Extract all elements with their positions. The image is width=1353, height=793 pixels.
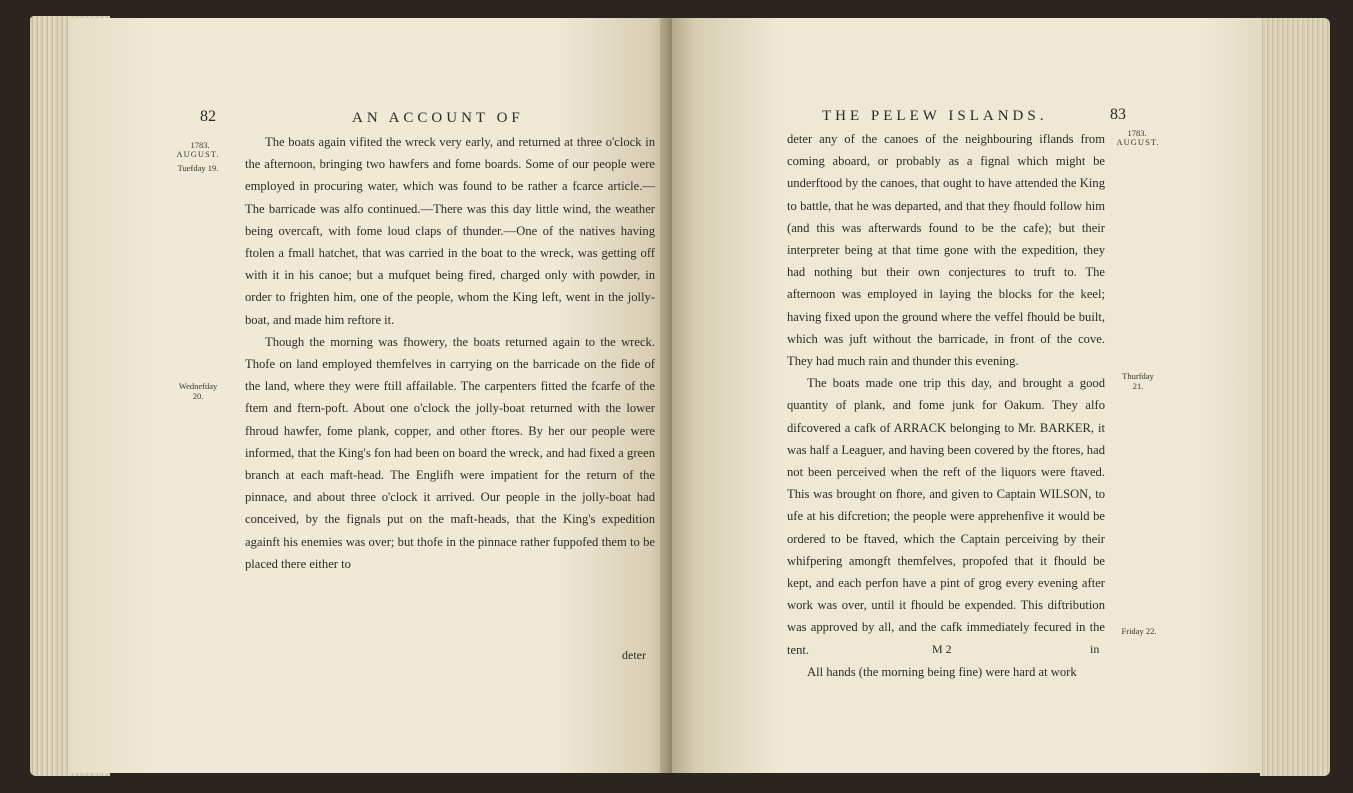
right-margin-month: AUGUST. bbox=[1116, 137, 1160, 147]
left-catchword: deter bbox=[622, 648, 646, 662]
left-margin-day-tuesday: Tuefday 19. bbox=[177, 163, 219, 173]
left-margin-day-wednesday: Wednefday bbox=[178, 381, 218, 391]
right-running-head: THE PELEW ISLANDS. bbox=[822, 108, 1048, 124]
left-margin-year: 1783. bbox=[190, 140, 210, 150]
left-paragraph-2: Though the morning was fhowery, the boats returned again to the wreck. Thofe on land employed themfelves in carrying on the barricade on the fide of the land, where they were ftill affailable. The carpenters fitted the fcarfe of the ftem and ftern-poft. About one o'clock the jolly-boat returned with the lower fhroud hawfer, fome plank, copper, and other ftores. By her our people were informed, that the King's fon had been on board the wreck, and had fixed a green branch at each maft-head. The Englifh were impatient for the return of the pinnace, and about three o'clock it arrived. Our people in the jolly-boat had conceived, by the fignals put on the maft-heads, that the King's expedition againft his enemies was over; but thofe in the pinnace rather fuppofed them to be placed there either to bbox=[245, 334, 655, 571]
left-body-text bbox=[245, 131, 655, 575]
right-paragraph-2: The boats made one trip this day, and brought a good quantity of plank, and fome junk for Oakum. They alfo difcovered a cafk of ARRACK belonging to Mr. BARKER, it was half a Leaguer, and having been covered by the ftores, had not been perceived when the reft of the liquors were ftaved. This was brought on fhore, and given to Captain WILSON, to ufe at his difcretion; the people were apprehenfive it would be ordered to be ftaved, which the Captain perceiving by their whifpering amongft themfelves, propofed that it fhould be kept, and each perfon have a pint of grog every evening after work was over, until it fhould be expended. This diftribution was approved by all, and the cafk immediately fecured in the tent. bbox=[787, 376, 1105, 657]
left-paragraph-1: The boats again vifited the wreck very early, and returned at three o'clock in the afternoon, bringing two hawfers and fome boards. Some of our people were employed in procuring water, which was found to be rather a fcarce article.—The barricade was alfo continued.—There was this day little wind, the weather being overcaft, with fome loud claps of thunder.—One of the natives having ftolen a fmall hatchet, that was carried in the boat to the wreck, was getting off with it in his canoe; but a mufquet being fired, charged only with powder, in order to frighten him, one of the people, whom the King left, went in the jolly-boat, and made him reftore it. bbox=[245, 135, 655, 327]
right-body-text bbox=[787, 128, 1105, 683]
right-paragraph-3: All hands (the morning being fine) were hard at work bbox=[807, 664, 1077, 679]
left-margin-day-wednesday-num: 20. bbox=[192, 391, 204, 401]
right-page bbox=[672, 18, 1262, 773]
right-page-number: 83 bbox=[1110, 106, 1126, 123]
right-margin-day-thursday-num: 21. bbox=[1132, 381, 1144, 391]
right-margin-day-thursday: Thurfday bbox=[1122, 371, 1154, 381]
right-paragraph-1: deter any of the canoes of the neighbouring iflands from coming aboard, or probably as a fignal which might be underftood by the canoes, that ought to have attended the King to battle, that he was departed, and that they fhould follow him (and this was afterwards found to be the cafe); but their interpreter being at that time gone with the expedition, they had nothing but their own conjectures to truft to. The afternoon was employed in laying the blocks for the keel; having fixed upon the ground where the veffel fhould be built, which was juft without the barricade, in front of the cove. They had much rain and thunder this evening. bbox=[787, 132, 1105, 369]
left-page-number: 82 bbox=[200, 108, 216, 125]
right-margin-day-friday: Friday 22. bbox=[1121, 626, 1157, 636]
left-margin-month: AUGUST. bbox=[176, 149, 220, 159]
right-margin-year: 1783. bbox=[1127, 128, 1147, 138]
page-edges-right bbox=[1260, 18, 1330, 776]
signature-mark: M 2 bbox=[932, 642, 952, 656]
open-book bbox=[30, 10, 1330, 785]
left-running-head: AN ACCOUNT OF bbox=[352, 110, 524, 126]
right-catchword: in bbox=[1090, 642, 1100, 656]
left-page bbox=[70, 18, 675, 773]
